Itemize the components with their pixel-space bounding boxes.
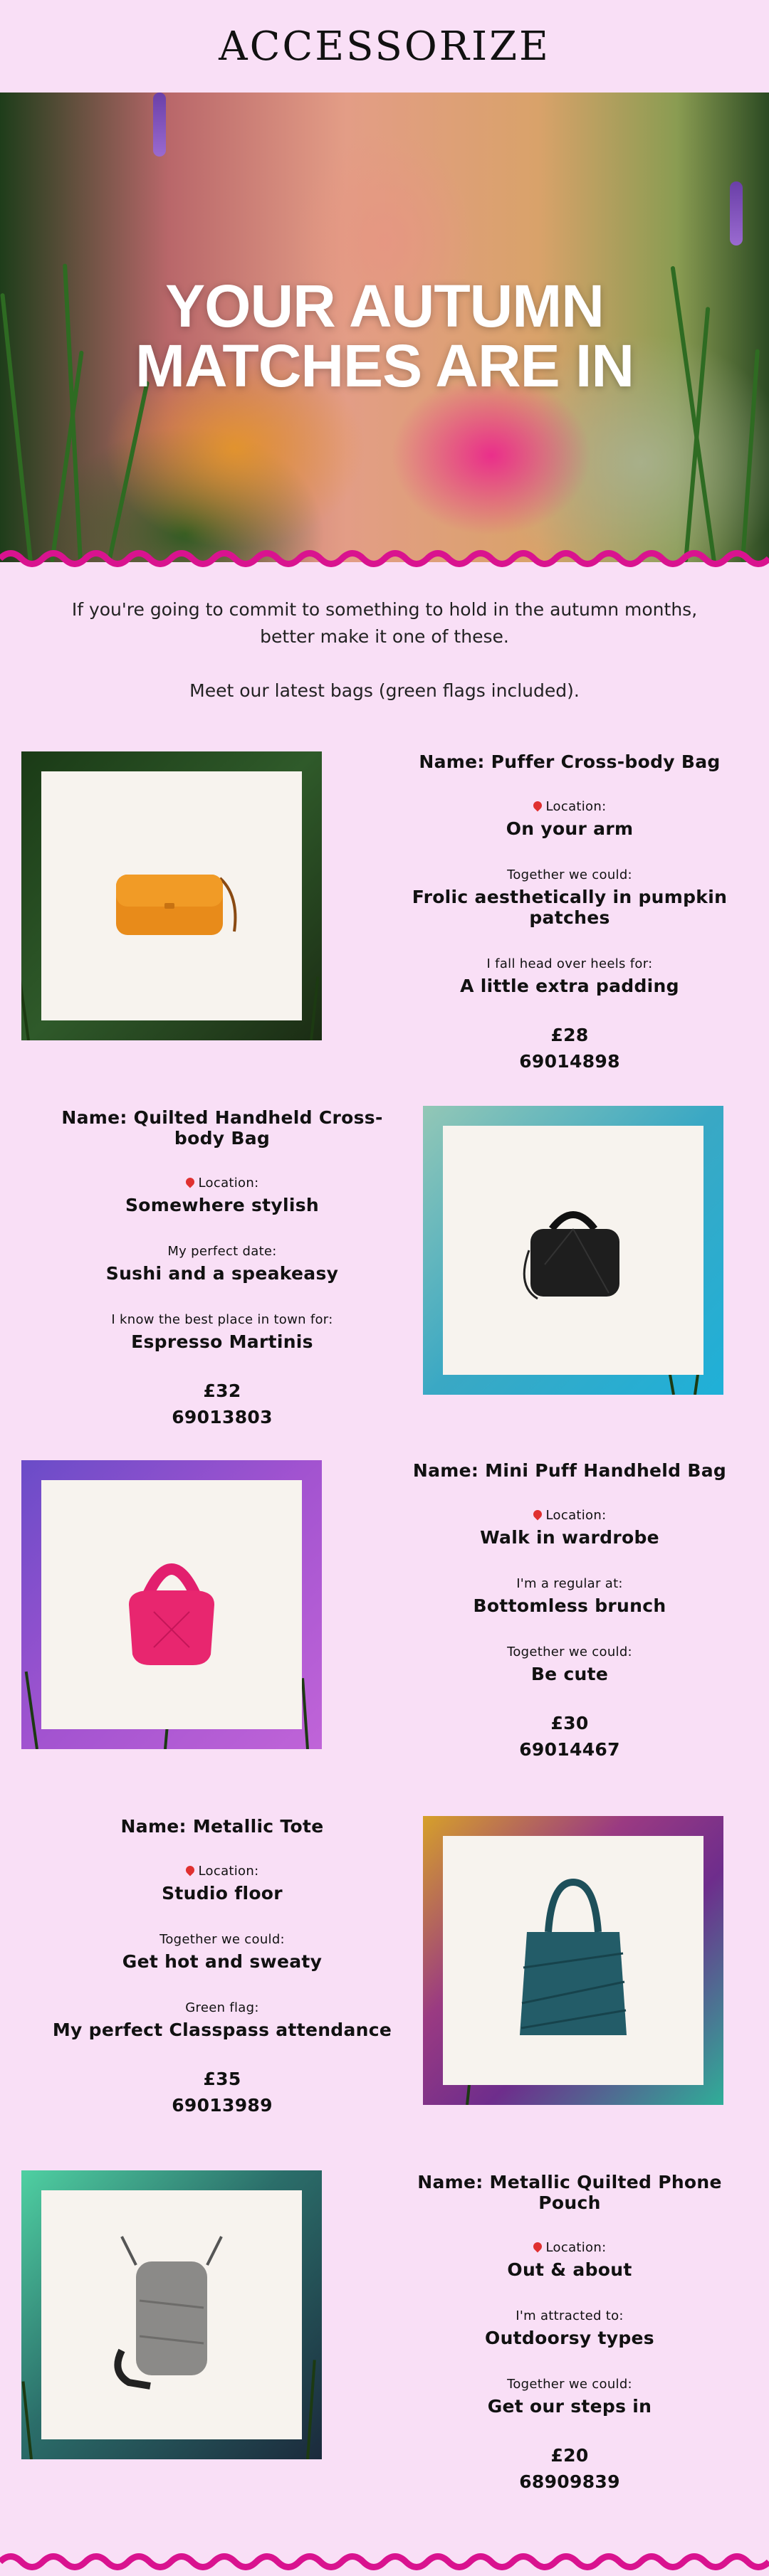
pin-icon: [531, 2241, 543, 2253]
grass-decoration: [22, 2381, 33, 2459]
pink-bag-icon: [100, 1534, 243, 1676]
field-label: Green flag:: [185, 2000, 259, 2015]
orange-bag-icon: [100, 846, 243, 946]
field-value: Get hot and sweaty: [122, 1951, 323, 1972]
field-value: Frolic aesthetically in pumpkin patches: [412, 887, 728, 928]
field-value: Studio floor: [162, 1883, 283, 1904]
field-label: Location:: [384, 1508, 755, 1523]
product-name: Name: Metallic Quilted Phone Pouch: [417, 2172, 722, 2213]
grass-decoration: [306, 2360, 316, 2459]
wave-divider: [0, 544, 769, 573]
field-value: Sushi and a speakeasy: [105, 1263, 339, 1284]
product-info: [37, 1816, 407, 2116]
field-label: My perfect date:: [167, 1244, 277, 1259]
field-label: Location:: [384, 2240, 755, 2255]
black-bag-icon: [502, 1179, 644, 1321]
product-sku: 68909839: [519, 2471, 620, 2492]
product-image-card[interactable]: [21, 1460, 322, 1749]
intro-text: [0, 596, 769, 704]
field-label: Together we could:: [507, 1645, 632, 1659]
field-label: I fall head over heels for:: [486, 956, 653, 971]
product-info: [37, 1107, 407, 1427]
field-value: Somewhere stylish: [125, 1195, 320, 1215]
field-value: A little extra padding: [460, 976, 679, 996]
field-value: On your arm: [506, 818, 634, 839]
grass-decoration: [25, 1672, 38, 1749]
field-label: Together we could:: [507, 2377, 632, 2392]
product-info: [384, 1460, 755, 1760]
wave-divider: [0, 2548, 769, 2576]
grass-decoration: [21, 956, 30, 1040]
product-image-card[interactable]: [423, 1106, 723, 1395]
pin-icon: [531, 1509, 543, 1521]
lavender-decoration: [730, 181, 743, 246]
field-value: Outdoorsy types: [485, 2328, 654, 2348]
field-label: Location:: [37, 1176, 407, 1191]
product-photo: [41, 2190, 302, 2439]
product-image-card[interactable]: [21, 2170, 322, 2459]
product-price: £28: [550, 1025, 589, 1045]
hero-banner[interactable]: [0, 93, 769, 562]
field-label: Location:: [37, 1864, 407, 1879]
teal-tote-icon: [502, 1875, 644, 2046]
product-info: [384, 2172, 755, 2492]
product-price: £32: [203, 1381, 241, 1401]
field-value: Out & about: [507, 2259, 632, 2280]
product-photo: [443, 1126, 703, 1375]
product-price: £35: [203, 2069, 241, 2089]
product-photo: [41, 1480, 302, 1729]
product-price: £30: [550, 1713, 589, 1733]
field-value: Get our steps in: [487, 2396, 652, 2417]
phone-pouch-icon: [108, 2229, 236, 2400]
product-image-card[interactable]: [423, 1816, 723, 2105]
product-sku: 69013989: [172, 2095, 273, 2116]
product-info: [384, 751, 755, 1072]
product-sku: 69014467: [519, 1739, 620, 1760]
product-name: Name: Quilted Handheld Cross-body Bag: [61, 1107, 383, 1149]
hero-title: [0, 273, 769, 399]
product-photo: [443, 1836, 703, 2085]
field-label: Location:: [384, 799, 755, 814]
field-label: Together we could:: [507, 867, 632, 882]
field-label: I'm a regular at:: [516, 1576, 623, 1591]
field-label: Together we could:: [159, 1932, 285, 1947]
pin-icon: [184, 1864, 196, 1876]
grass-decoration: [301, 1678, 309, 1749]
product-name: Name: Mini Puff Handheld Bag: [412, 1460, 727, 1481]
pin-icon: [184, 1176, 196, 1188]
grass-decoration: [107, 381, 150, 562]
brand-logo[interactable]: ACCESSORIZE: [219, 23, 550, 70]
intro-line: better make it one of these.: [260, 626, 509, 647]
hero-title-line1: YOUR AUTUMN: [165, 273, 604, 339]
product-sku: 69013803: [172, 1407, 273, 1427]
product-name: Name: Puffer Cross-body Bag: [419, 751, 721, 772]
field-label: I know the best place in town for:: [111, 1312, 333, 1327]
field-value: My perfect Classpass attendance: [52, 2020, 392, 2040]
product-photo: [41, 771, 302, 1020]
field-value: Bottomless brunch: [473, 1595, 666, 1616]
lavender-decoration: [153, 93, 166, 157]
product-price: £20: [550, 2445, 589, 2466]
hero-title-line2: MATCHES ARE IN: [135, 332, 634, 399]
product-image-card[interactable]: [21, 751, 322, 1040]
field-label: I'm attracted to:: [516, 2308, 624, 2323]
field-value: Be cute: [530, 1664, 609, 1684]
pin-icon: [531, 800, 543, 812]
field-value: Walk in wardrobe: [480, 1527, 659, 1548]
grass-decoration: [310, 976, 319, 1040]
intro-line: Meet our latest bags (green flags included).: [189, 680, 580, 701]
intro-line: If you're going to commit to something to hold in the autumn months,: [71, 599, 698, 620]
product-name: Name: Metallic Tote: [120, 1816, 324, 1837]
header: [0, 0, 769, 93]
product-sku: 69014898: [519, 1051, 620, 1072]
field-value: Espresso Martinis: [131, 1331, 313, 1352]
